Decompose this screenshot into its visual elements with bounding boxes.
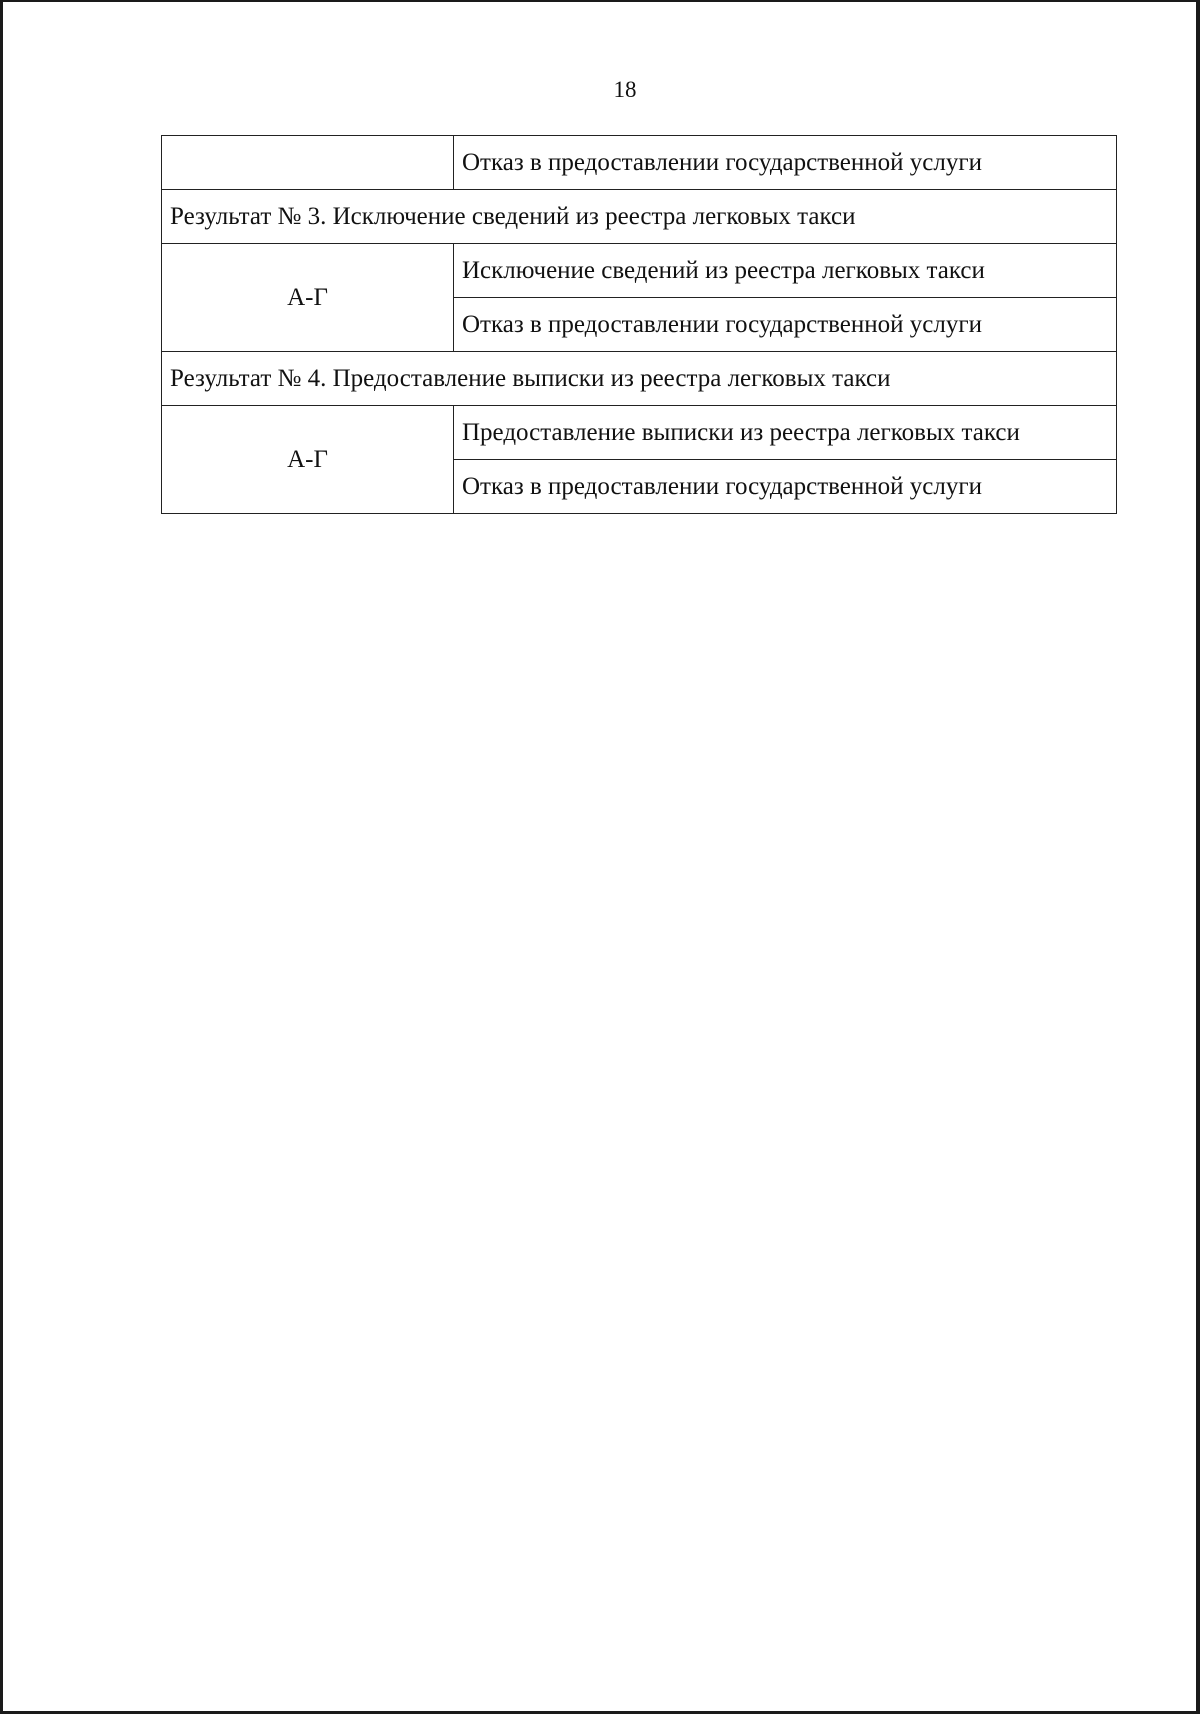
result-3-item-2: Отказ в предоставлении государственной услуги (454, 298, 1117, 352)
scan-edge-left (0, 0, 3, 1714)
table-row (162, 406, 1117, 460)
result-4-item-2: Отказ в предоставлении государственной услуги (454, 460, 1117, 514)
result-text-cell: Отказ в предоставлении государственной услуги (454, 136, 1117, 190)
scan-edge-top (0, 0, 1200, 2)
page-number: 18 (613, 77, 637, 102)
result-3-code: А-Г (162, 244, 454, 352)
results-table (161, 135, 1117, 514)
code-cell-empty (162, 136, 454, 190)
table-row (162, 244, 1117, 298)
result-heading-row (162, 190, 1117, 244)
result-4-code: А-Г (162, 406, 454, 514)
result-4-item-1: Предоставление выписки из реестра легковых такси (454, 406, 1117, 460)
result-4-title: Результат № 4. Предоставление выписки из реестра легковых такси (162, 352, 1117, 406)
result-heading-row (162, 352, 1117, 406)
table-row (162, 136, 1117, 190)
scan-edge-right (1196, 0, 1200, 1714)
result-3-title: Результат № 3. Исключение сведений из реестра легковых такси (162, 190, 1117, 244)
result-3-item-1: Исключение сведений из реестра легковых такси (454, 244, 1117, 298)
